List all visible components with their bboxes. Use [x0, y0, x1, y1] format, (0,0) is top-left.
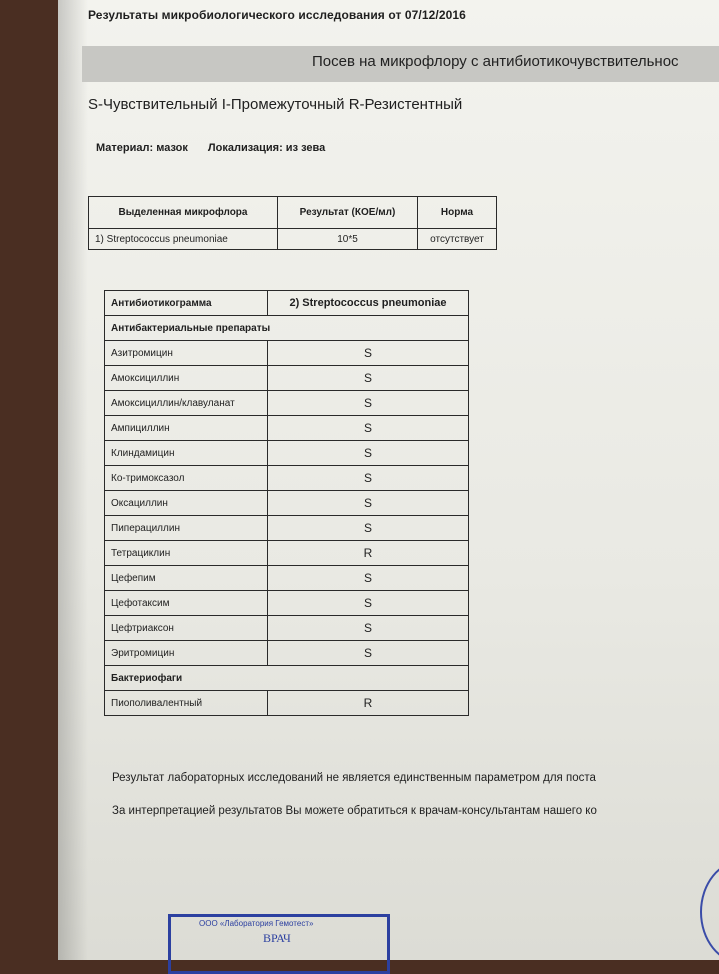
table-row	[89, 229, 497, 250]
drug-name: Клиндамицин	[105, 441, 268, 466]
table-row	[105, 466, 469, 491]
drug-name: Цефотаксим	[105, 591, 268, 616]
doctor-stamp	[168, 914, 390, 974]
col-header-result: Результат (КОЕ/мл)	[278, 197, 418, 229]
flora-result: 10*5	[278, 229, 418, 250]
page-shadow	[58, 0, 88, 960]
drug-result: S	[268, 516, 469, 541]
drug-name: Амоксициллин	[105, 366, 268, 391]
antibiogram-header-left: Антибиотикограмма	[105, 291, 268, 316]
table-row	[105, 591, 469, 616]
sensitivity-legend: S-Чувствительный I-Промежуточный R-Резистентный	[88, 96, 463, 113]
drug-result: S	[268, 441, 469, 466]
drug-result: S	[268, 341, 469, 366]
drug-result: S	[268, 641, 469, 666]
material-line	[96, 142, 325, 154]
drug-result: S	[268, 616, 469, 641]
microflora-header-row	[89, 197, 497, 229]
section-bacteriophages: Бактериофаги	[105, 666, 469, 691]
stamp-org: ООО «Лаборатория Гемотест»	[199, 919, 314, 928]
section-row	[105, 316, 469, 341]
phage-result: R	[268, 691, 469, 716]
report-title: Результаты микробиологического исследования от 07/12/2016	[88, 8, 466, 22]
drug-result: R	[268, 541, 469, 566]
table-row	[105, 641, 469, 666]
microflora-table	[88, 196, 497, 250]
drug-name: Эритромицин	[105, 641, 268, 666]
drug-name: Азитромицин	[105, 341, 268, 366]
table-row	[105, 516, 469, 541]
drug-name: Ко-тримоксазол	[105, 466, 268, 491]
drug-result: S	[268, 566, 469, 591]
col-header-norm: Норма	[418, 197, 497, 229]
disclaimer-line-1: Результат лабораторных исследований не является единственным параметром для поста	[112, 772, 596, 784]
drug-name: Пиперациллин	[105, 516, 268, 541]
drug-result: S	[268, 391, 469, 416]
drug-name: Оксациллин	[105, 491, 268, 516]
phage-name: Пиополивалентный	[105, 691, 268, 716]
table-row	[105, 566, 469, 591]
table-row	[105, 616, 469, 641]
drug-result: S	[268, 466, 469, 491]
material-label: Материал: мазок	[96, 142, 188, 154]
flora-norm: отсутствует	[418, 229, 497, 250]
table-row	[105, 341, 469, 366]
drug-result: S	[268, 366, 469, 391]
stamp-role: ВРАЧ	[263, 931, 291, 945]
disclaimer-line-2: За интерпретацией результатов Вы можете обратиться к врачам-консультантам нашего ко	[112, 805, 597, 817]
antibiogram-table	[104, 290, 469, 716]
drug-name: Тетрациклин	[105, 541, 268, 566]
table-row	[105, 366, 469, 391]
antibiogram-header-right: 2) Streptococcus pneumoniae	[268, 291, 469, 316]
col-header-flora: Выделенная микрофлора	[89, 197, 278, 229]
antibiogram-header-row	[105, 291, 469, 316]
drug-result: S	[268, 591, 469, 616]
drug-name: Цефтриаксон	[105, 616, 268, 641]
drug-name: Цефепим	[105, 566, 268, 591]
section-antibacterial: Антибактериальные препараты	[105, 316, 469, 341]
section-row	[105, 666, 469, 691]
localization-label: Локализация: из зева	[207, 142, 326, 154]
drug-result: S	[268, 416, 469, 441]
drug-result: S	[268, 491, 469, 516]
table-row	[105, 541, 469, 566]
table-row	[105, 441, 469, 466]
drug-name: Ампициллин	[105, 416, 268, 441]
table-row	[105, 391, 469, 416]
table-row	[105, 491, 469, 516]
table-row	[105, 416, 469, 441]
section-band-title: Посев на микрофлору с антибиотикочувствительнос	[312, 53, 679, 70]
table-row	[105, 691, 469, 716]
flora-name: 1) Streptococcus pneumoniae	[89, 229, 278, 250]
drug-name: Амоксициллин/клавуланат	[105, 391, 268, 416]
